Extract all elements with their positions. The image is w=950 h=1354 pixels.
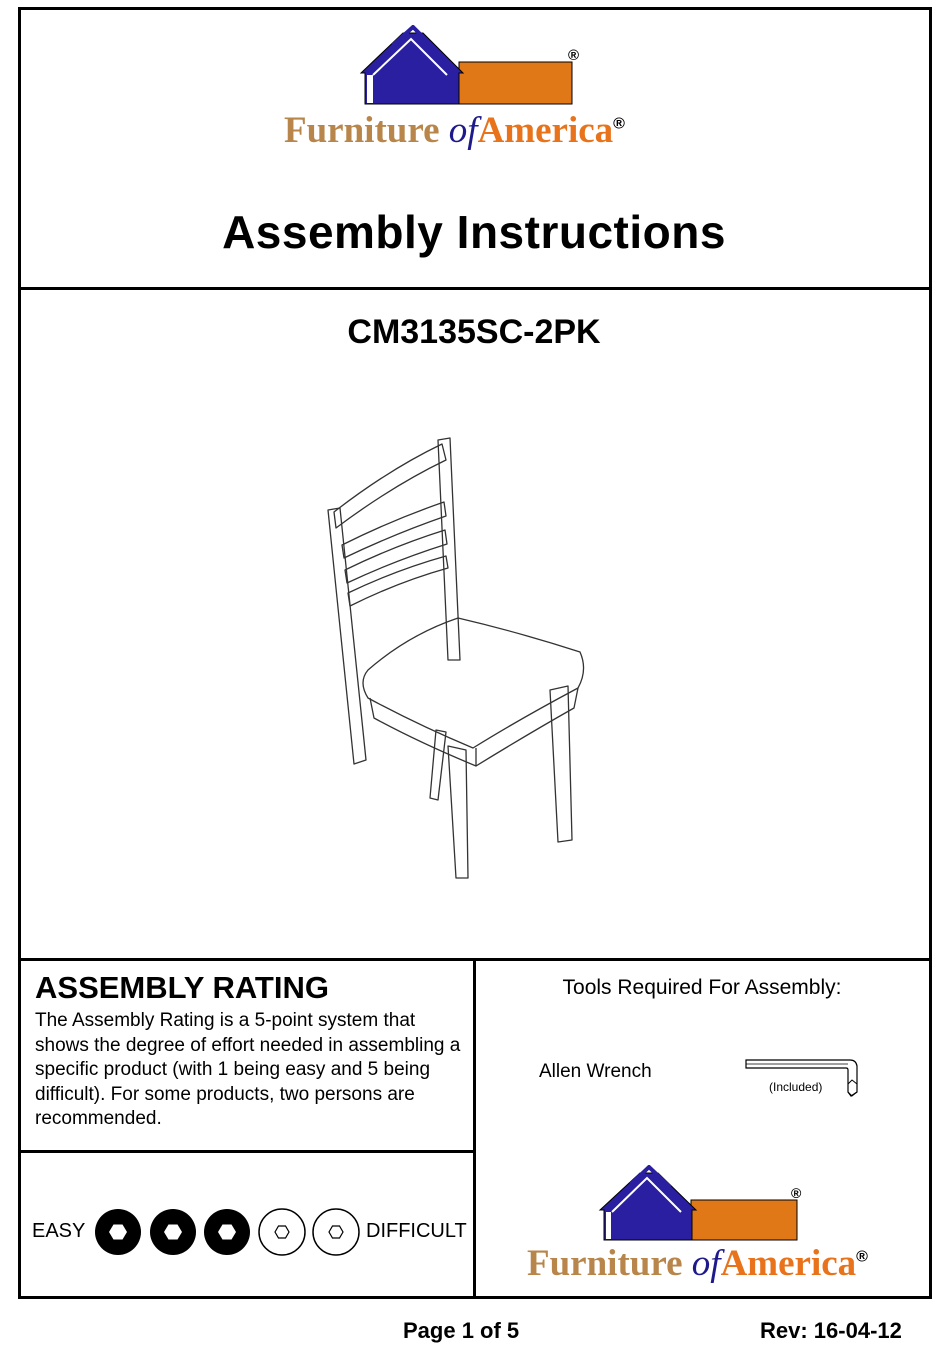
assembly-rating-description: The Assembly Rating is a 5-point system that shows the degree of effort needed in assembling a specific product (with 1 being easy and 5 being difficult). For some products, two persons are recommended. <box>35 1010 461 1129</box>
rating-dot-3-icon <box>204 1209 250 1255</box>
page-number: Page 1 of 5 <box>403 1318 520 1343</box>
tool-allen-wrench-note: (Included) <box>769 1080 823 1094</box>
company-logo-small-icon <box>595 1165 810 1245</box>
easy-label: EASY <box>32 1220 86 1242</box>
tool-allen-wrench-label: Allen Wrench <box>539 1061 652 1082</box>
page-title: Assembly Instructions <box>222 206 726 258</box>
brand-registered-mark-small: ® <box>856 1248 868 1266</box>
brand-name <box>284 109 625 152</box>
brand-word-furniture: Furniture <box>284 110 440 151</box>
company-logo-icon <box>355 25 585 110</box>
brand-word-america: America <box>477 110 614 151</box>
rating-dot-4-icon <box>259 1209 305 1255</box>
brand-word-furniture-small: Furniture <box>527 1243 683 1284</box>
rating-dot-1-icon <box>95 1209 141 1255</box>
svg-text:®: ® <box>791 1185 802 1201</box>
brand-word-of: of <box>448 110 478 151</box>
rating-scale <box>93 1206 363 1258</box>
bottom-column-divider <box>473 958 476 1296</box>
tools-heading: Tools Required For Assembly: <box>562 976 842 999</box>
chair-illustration <box>288 430 608 890</box>
brand-word-of-small: of <box>691 1243 721 1284</box>
header-divider <box>18 287 932 290</box>
brand-word-america-small: America <box>720 1243 857 1284</box>
brand-registered-mark: ® <box>613 115 625 133</box>
rating-dot-5-icon <box>313 1209 359 1255</box>
assembly-rating-heading: ASSEMBLY RATING <box>35 970 329 1005</box>
difficult-label: DIFFICULT <box>366 1220 467 1242</box>
revision-date: Rev: 16-04-12 <box>760 1318 902 1343</box>
brand-name-small <box>527 1242 868 1285</box>
svg-text:®: ® <box>568 47 580 64</box>
rating-dot-2-icon <box>150 1209 196 1255</box>
rating-divider <box>18 1150 476 1153</box>
model-number: CM3135SC-2PK <box>347 313 601 351</box>
